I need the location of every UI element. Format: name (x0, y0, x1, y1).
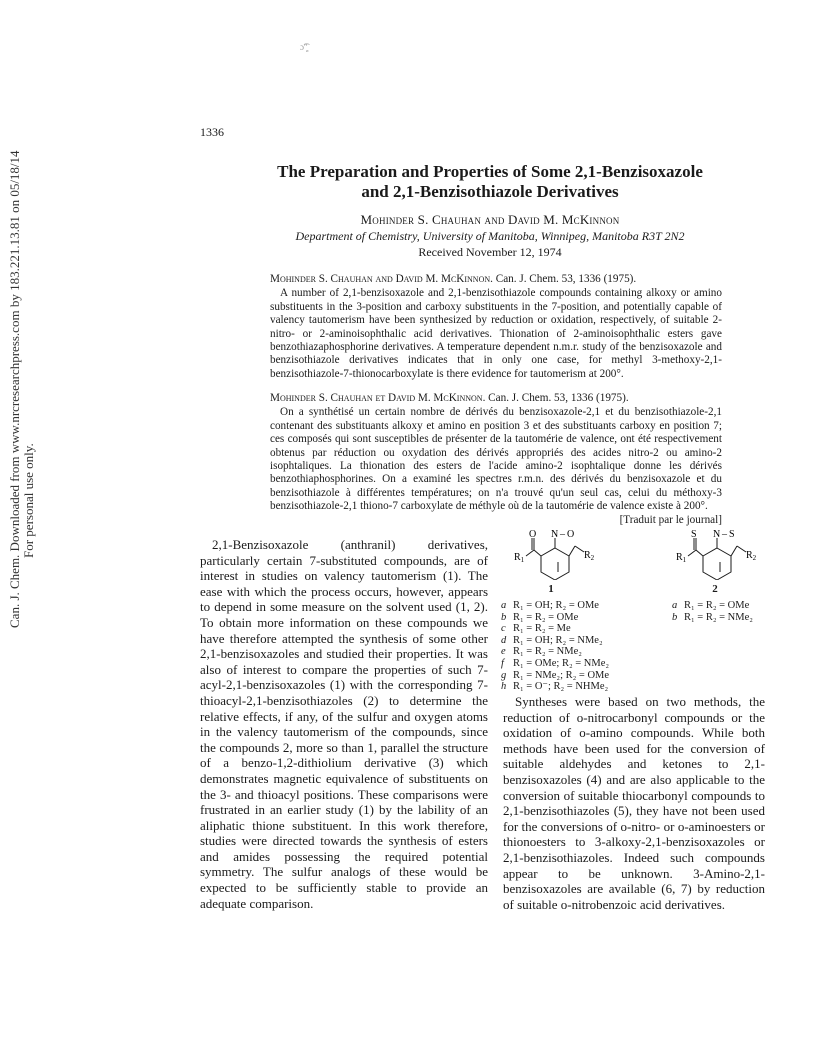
translation-note: [Traduit par le journal] (619, 513, 722, 526)
variant-1f: f R₁ = OMe; R₂ = NMe₂ (501, 657, 610, 669)
variant-1a: a R₁ = OH; R₂ = OMe (501, 600, 599, 611)
variant-1b: b R₁ = R₂ = OMe (501, 611, 579, 623)
thiocarbonyl-sulfur: S (691, 529, 697, 540)
carbonyl-bond (534, 550, 541, 556)
compound-1-label: 1 (548, 583, 554, 595)
abstract-citation (270, 273, 722, 286)
variant-1d: d R₁ = OH; R₂ = NMe₂ (501, 634, 603, 646)
intro-paragraph: 2,1-Benzisoxazole (anthranil) derivatives, particularly certain 7-substituted compounds, are of interest in studies on valency tautomerism (1). The ease with which the process occurs, however, appears to depend in some measure on the solvent used (1, 2). To obtain more information on these compounds we have therefore attempted the synthesis of some other 2,1-benzisoxazoles and studied their properties. It was also of interest to compare the properties of such 7-acyl-2,1-benzisoxazoles (1) with the corresponding 7-thioacyl-2,1-benzisothiazoles (2) to determine the relative effects, if any, of the sulfur and oxygen atoms in the valency tautomerism of the compounds, since the compounds 2, more so than 1, parallel the structure of a benzo-1,2-dithiolium derivative (3) which demonstrates magnetic equivalence of substituents on the 3- and thioacyl positions. These comparisons were frustrated in an earlier study (1) by the lability of an aliphatic thione substituent. In this work therefore, studies were directed towards the synthesis of esters and amides possessing the required potential symmetry. The sulfur analogs of these would be expected to be sufficiently stable to provide an adequate comparison. (200, 537, 488, 911)
abstract-text: A number of 2,1-benzisoxazole and 2,1-benzisothiazole compounds containing alkoxy or amino substituents in the 3-position and carboxy substituents in the 7-position, and potentially capable of valency tautomerism have been synthesized by reduction or oxidation, respectively, of suitable 2-nitro- or 2-aminoisophthalic acid derivatives. Thionation of 2-aminoisophthalic esters gave benzothiazaphosphorine derivatives. A temperature dependent n.m.r. study of the benzisoxazole and benzisothiazole derivatives indicates that in only one case, for methyl 3-methoxy-2,1-benzisothiazole-7-thionocarboxylate is there evidence for tautomerism at 200°. (270, 287, 722, 380)
resume-body: On a synthétisé un certain nombre de dérivés du benzisoxazole-2,1 et du benzisothiazole-2,1 contenant des substituants alkoxy et amino en position 3 et des substituants carboxy en position 7; ces composés qui sont susceptibles de présenter de la tautomérie de valence, ont été respectivement obtenus par réduction ou oxydation des dérivés appropriés des acides nitro-2 ou amino-2 isophtaliques. La thionation des esters de l'acide amino-2 isophtalique donne les dérivés benzothiaphosphorines. On a examiné les spectres r.m.n. des dérivés du benzisoxazole et du benzisothiazole à différentes températures; on n'a trouvé qu'un seul cas, celui du méthoxy-3 benzisothiazole-2,1 thiono-7 carboxylate de méthyle où de la tautomérie de valence existe à 200°. (270, 406, 722, 513)
download-notice-line-2: For personal use only. (21, 443, 36, 558)
ring-nitrogen: N (713, 529, 721, 540)
variant-1e: e R₁ = R₂ = NMe₂ (501, 646, 582, 658)
ring-bond-dash: – (722, 529, 727, 540)
ring-c3-bond (731, 546, 737, 556)
benzene-ring (541, 548, 569, 580)
r1-bond (526, 550, 534, 556)
body-column-right (503, 694, 765, 912)
variant-2a: a R₁ = R₂ = OMe (672, 600, 750, 611)
ring-nitrogen: N (551, 529, 559, 540)
title-line-1: The Preparation and Properties of Some 2,1-Benzisoxazole (277, 162, 703, 181)
r1-label: $R_1$ (514, 552, 525, 564)
resume-citation (270, 392, 722, 405)
r1-bond (688, 550, 696, 556)
r2-label: $R_2$ (584, 550, 595, 562)
received-date: Received November 12, 1974 (418, 245, 562, 259)
page-number: 1336 (200, 125, 224, 139)
synthesis-paragraph: Syntheses were based on two methods, the reduction of o-nitrocarbonyl compounds or the oxidation of o-amino compounds. While both methods have been used for the conversion of suitable aldehydes and ketones to 2,1-benzisoxazoles (4) and are also applicable to the conversion of suitable thiocarbonyl compounds to 2,1-benzisothiazoles (5), they have not been used for the conversions of o-nitro- or o-aminoesters or thionoesters to 3-alkoxy-2,1-benzisoxazoles or 2,1-benzisothiazoles. Indeed such compounds appear to be unknown. 3-Amino-2,1-benzisoxazoles are available (6, 7) by reduction of suitable o-nitrobenzoic acid derivatives. (503, 694, 765, 912)
benzene-ring (703, 548, 731, 580)
r2-bond (737, 546, 746, 552)
citation-authors: Mohinder S. Chauhan and David M. McKinnon. (270, 273, 493, 285)
compound-2-variants (672, 600, 753, 623)
thiocarbonyl-bond (696, 550, 703, 556)
abstract-english (270, 273, 722, 381)
resume-text (270, 406, 722, 526)
download-notice-line-1: Can. J. Chem. Downloaded from www.nrcresearchpress.com by 183.221.13.81 on 05/18/14 (7, 150, 22, 628)
ring-c3-bond (569, 546, 575, 556)
carbonyl-oxygen: O (529, 529, 537, 540)
ring-sulfur: S (729, 529, 735, 540)
paper-title (240, 162, 740, 202)
structure-1-diagram (510, 528, 610, 580)
body-column-left (200, 537, 488, 911)
compound-2-label: 2 (712, 583, 718, 595)
department: Department of Chemistry, University of Manitoba, Winnipeg, Manitoba R3T 2N2 (295, 229, 685, 243)
ring-bond-dash: – (560, 529, 565, 540)
ring-oxygen: O (567, 529, 575, 540)
variant-1c: c R₁ = R₂ = Me (501, 623, 571, 635)
download-notice (7, 150, 36, 628)
citation-authors: Mohinder S. Chauhan et David M. McKinnon. (270, 392, 486, 404)
structure-2-diagram (672, 528, 772, 580)
scan-artifact: ɔ͡ʺ̤᷊ (300, 42, 308, 52)
citation-reference: Can. J. Chem. 53, 1336 (1975). (485, 392, 629, 404)
author-names: Mohinder S. Chauhan and David M. McKinnon (360, 212, 620, 227)
variant-1h: h R₁ = O⁻; R₂ = NHMe₂ (501, 681, 609, 693)
citation-reference: Can. J. Chem. 53, 1336 (1975). (492, 273, 637, 285)
r2-bond (575, 546, 584, 552)
title-line-2: and 2,1-Benzisothiazole Derivatives (361, 182, 619, 201)
variant-2b: b R₁ = R₂ = NMe₂ (672, 611, 753, 623)
r2-label: $R_2$ (746, 550, 757, 562)
variant-1g: g R₁ = NMe₂; R₂ = OMe (501, 669, 610, 681)
compound-1-variants (501, 600, 609, 693)
r1-label: $R_1$ (676, 552, 687, 564)
abstract-french (270, 392, 722, 527)
